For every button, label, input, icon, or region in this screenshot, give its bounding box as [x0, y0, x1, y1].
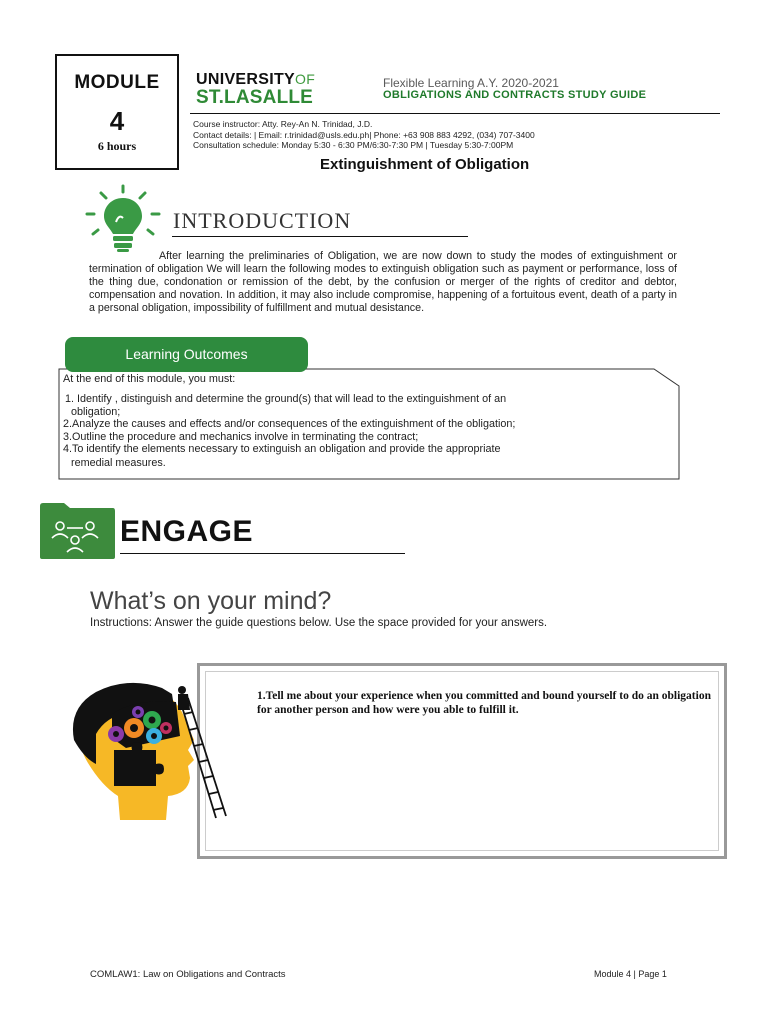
page-title: Extinguishment of Obligation — [320, 156, 530, 173]
footer-page: Module 4 | Page 1 — [594, 969, 667, 979]
list-item: 4.To identify the elements necessary to extinguish an obligation and provide the appropriate — [63, 443, 501, 456]
module-hours: 6 hours — [97, 139, 137, 153]
list-item: obligation; — [71, 405, 121, 418]
introduction-divider — [172, 236, 468, 237]
contact-block — [193, 119, 535, 151]
introduction-body: After learning the preliminaries of Obligation, we are now down to study the modes of extinguishment or termination of obligation We will learn the following modes to extinguish obligation such as payment or performance, loss of the thing due, condonation or remission of the debt, by the confusion or merger of the rights of creditor and debtor, compensation and novation. In addition, it may also include compromise, happening of a fortuitous event, death of a party in a personal obligation, impossibility of fulfillment and mutual desistance. — [89, 250, 677, 314]
module-label: MODULE — [74, 72, 160, 93]
instructions-text: Instructions: Answer the guide questions below. Use the space provided for your answers. — [90, 617, 548, 629]
instructor-line: Course instructor: Atty. Rey-An N. Trinidad, J.D. — [193, 119, 373, 129]
lightbulb-icon — [83, 184, 163, 254]
group-folder-icon — [38, 502, 116, 560]
whats-on-your-mind-heading: What’s on your mind? — [90, 587, 332, 615]
header-divider — [190, 113, 720, 114]
head-gears-illustration — [66, 668, 231, 838]
list-item: remedial measures. — [71, 457, 166, 470]
engage-divider — [120, 553, 405, 554]
learning-outcomes-tab: Learning Outcomes — [65, 337, 308, 372]
list-item: 1. Identify , distinguish and determine the ground(s) that will lead to the extinguishment of an — [65, 393, 507, 406]
learning-outcomes-intro: At the end of this module, you must: — [63, 373, 236, 385]
engage-heading: ENGAGE — [120, 515, 254, 548]
flexible-learning-label: Flexible Learning A.Y. 2020-2021 — [383, 76, 559, 90]
list-item: 3.Outline the procedure and mechanics involve in terminating the contract; — [63, 430, 419, 443]
learning-outcomes-list — [63, 373, 668, 470]
footer-course: COMLAW1: Law on Obligations and Contracts — [90, 969, 286, 980]
guide-question: 1.Tell me about your experience when you committed and bound yourself to do an obligation for another person and how were you able to fulfill it. — [257, 690, 711, 716]
contact-line: Contact details: | Email: r.trinidad@usls.edu.ph| Phone: +63 908 883 4292, (034) 707-3400 — [193, 129, 535, 140]
logo-name: ST.LASALLE — [196, 87, 314, 108]
study-guide-title: OBLIGATIONS AND CONTRACTS STUDY GUIDE — [383, 89, 647, 101]
module-box — [55, 54, 179, 170]
introduction-text — [89, 250, 677, 315]
module-number: 4 — [109, 106, 125, 136]
schedule-line: Consultation schedule: Monday 5:30 - 6:30 PM/6:30-7:30 PM | Tuesday 5:30-7:00PM — [193, 140, 514, 150]
logo-of: OF — [295, 71, 316, 87]
logo-university: UNIVERSITY — [196, 71, 296, 88]
list-item: 2.Analyze the causes and effects and/or consequences of the extinguishment of the obligation; — [63, 418, 516, 431]
university-logo — [196, 71, 336, 107]
introduction-heading: INTRODUCTION — [173, 208, 352, 233]
